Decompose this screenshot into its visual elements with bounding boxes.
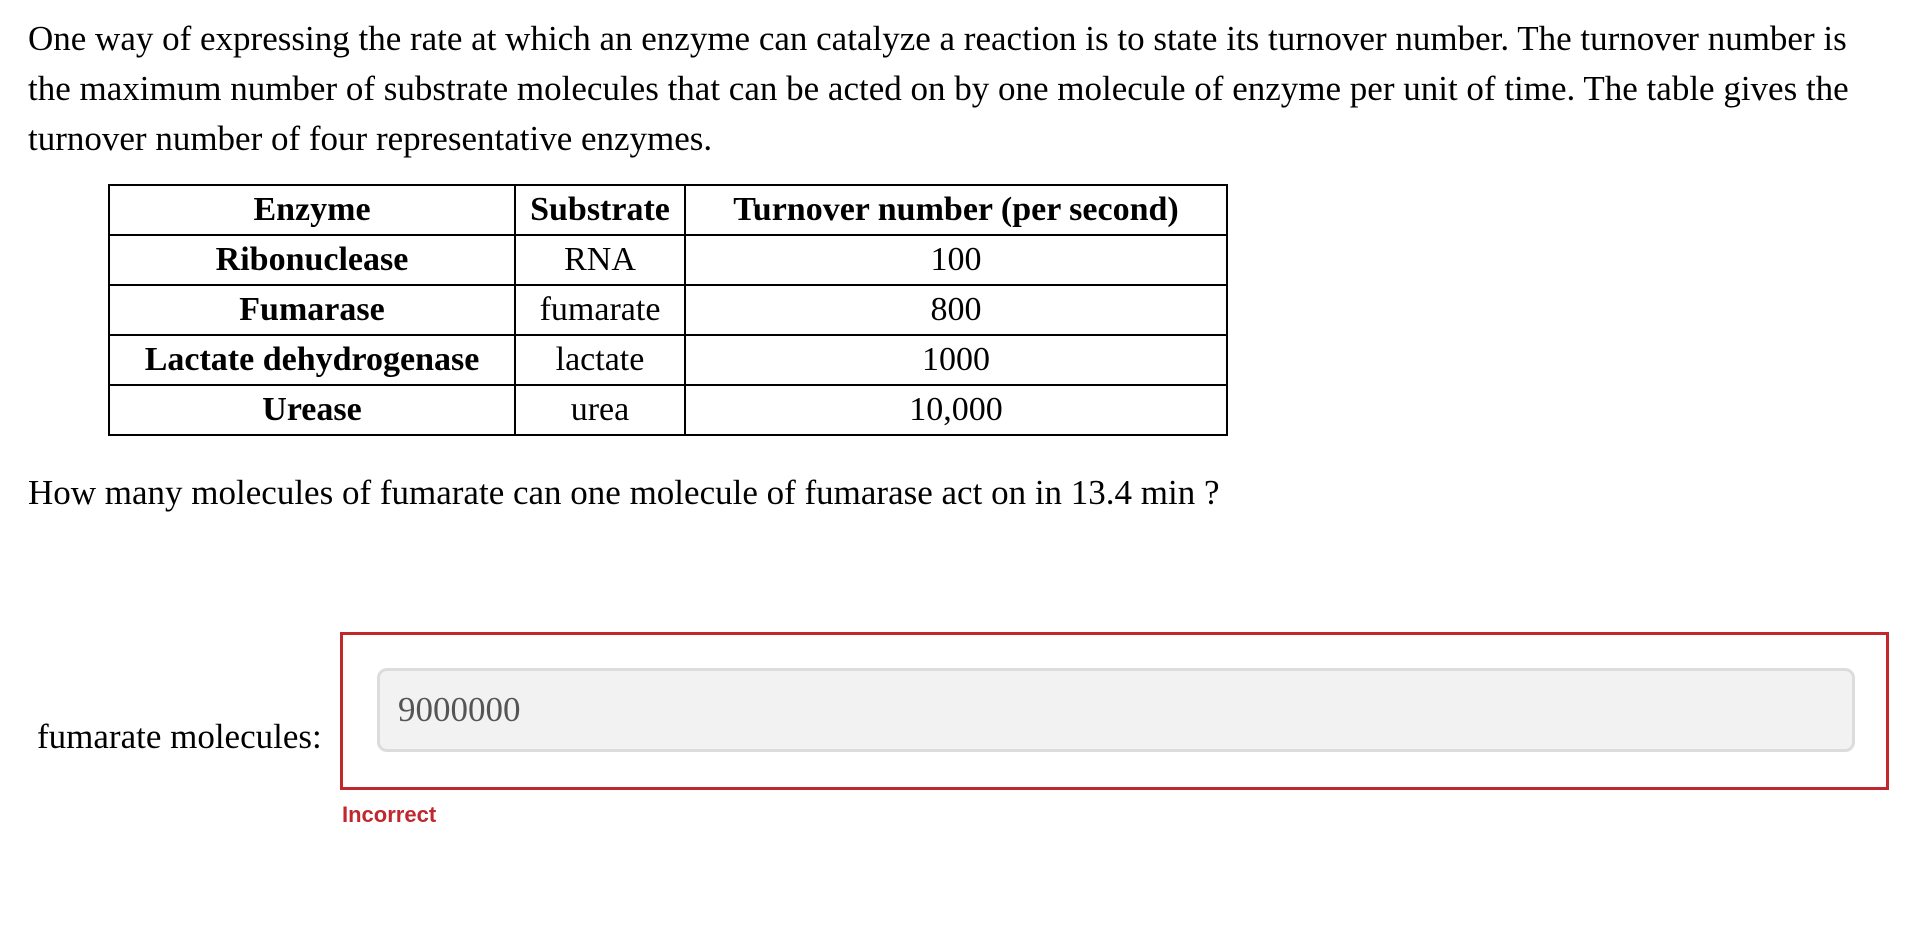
problem-intro-text: One way of expressing the rate at which an enzyme can catalyze a reaction is to state its turnover number. The turnover number is the maximum number of substrate molecules that can be acted on by one molecule of enzyme per unit of time. The table gives the turnover number of four representative enzymes. — [28, 19, 1849, 158]
cell-enzyme: Urease — [109, 385, 515, 435]
cell-enzyme: Ribonuclease — [109, 235, 515, 285]
cell-substrate: urea — [515, 385, 685, 435]
cell-turnover: 1000 — [685, 335, 1227, 385]
header-substrate: Substrate — [515, 185, 685, 235]
cell-substrate: RNA — [515, 235, 685, 285]
cell-turnover: 100 — [685, 235, 1227, 285]
cell-substrate: fumarate — [515, 285, 685, 335]
table-header-row — [109, 185, 1227, 235]
header-enzyme: Enzyme — [109, 185, 515, 235]
header-turnover: Turnover number (per second) — [685, 185, 1227, 235]
feedback-incorrect: Incorrect — [342, 802, 437, 827]
cell-substrate: lactate — [515, 335, 685, 385]
cell-turnover: 10,000 — [685, 385, 1227, 435]
answer-box-incorrect — [340, 632, 1889, 790]
table-row — [109, 285, 1227, 335]
question-text: How many molecules of fumarate can one molecule of fumarase act on in 13.4 min ? — [28, 473, 1220, 512]
table-row — [109, 335, 1227, 385]
turnover-table — [108, 184, 1228, 436]
cell-turnover: 800 — [685, 285, 1227, 335]
cell-enzyme: Lactate dehydrogenase — [109, 335, 515, 385]
cell-enzyme: Fumarase — [109, 285, 515, 335]
table-row — [109, 385, 1227, 435]
answer-input[interactable]: 9000000 — [377, 668, 1855, 752]
answer-label: fumarate molecules: — [37, 717, 322, 756]
table-row — [109, 235, 1227, 285]
